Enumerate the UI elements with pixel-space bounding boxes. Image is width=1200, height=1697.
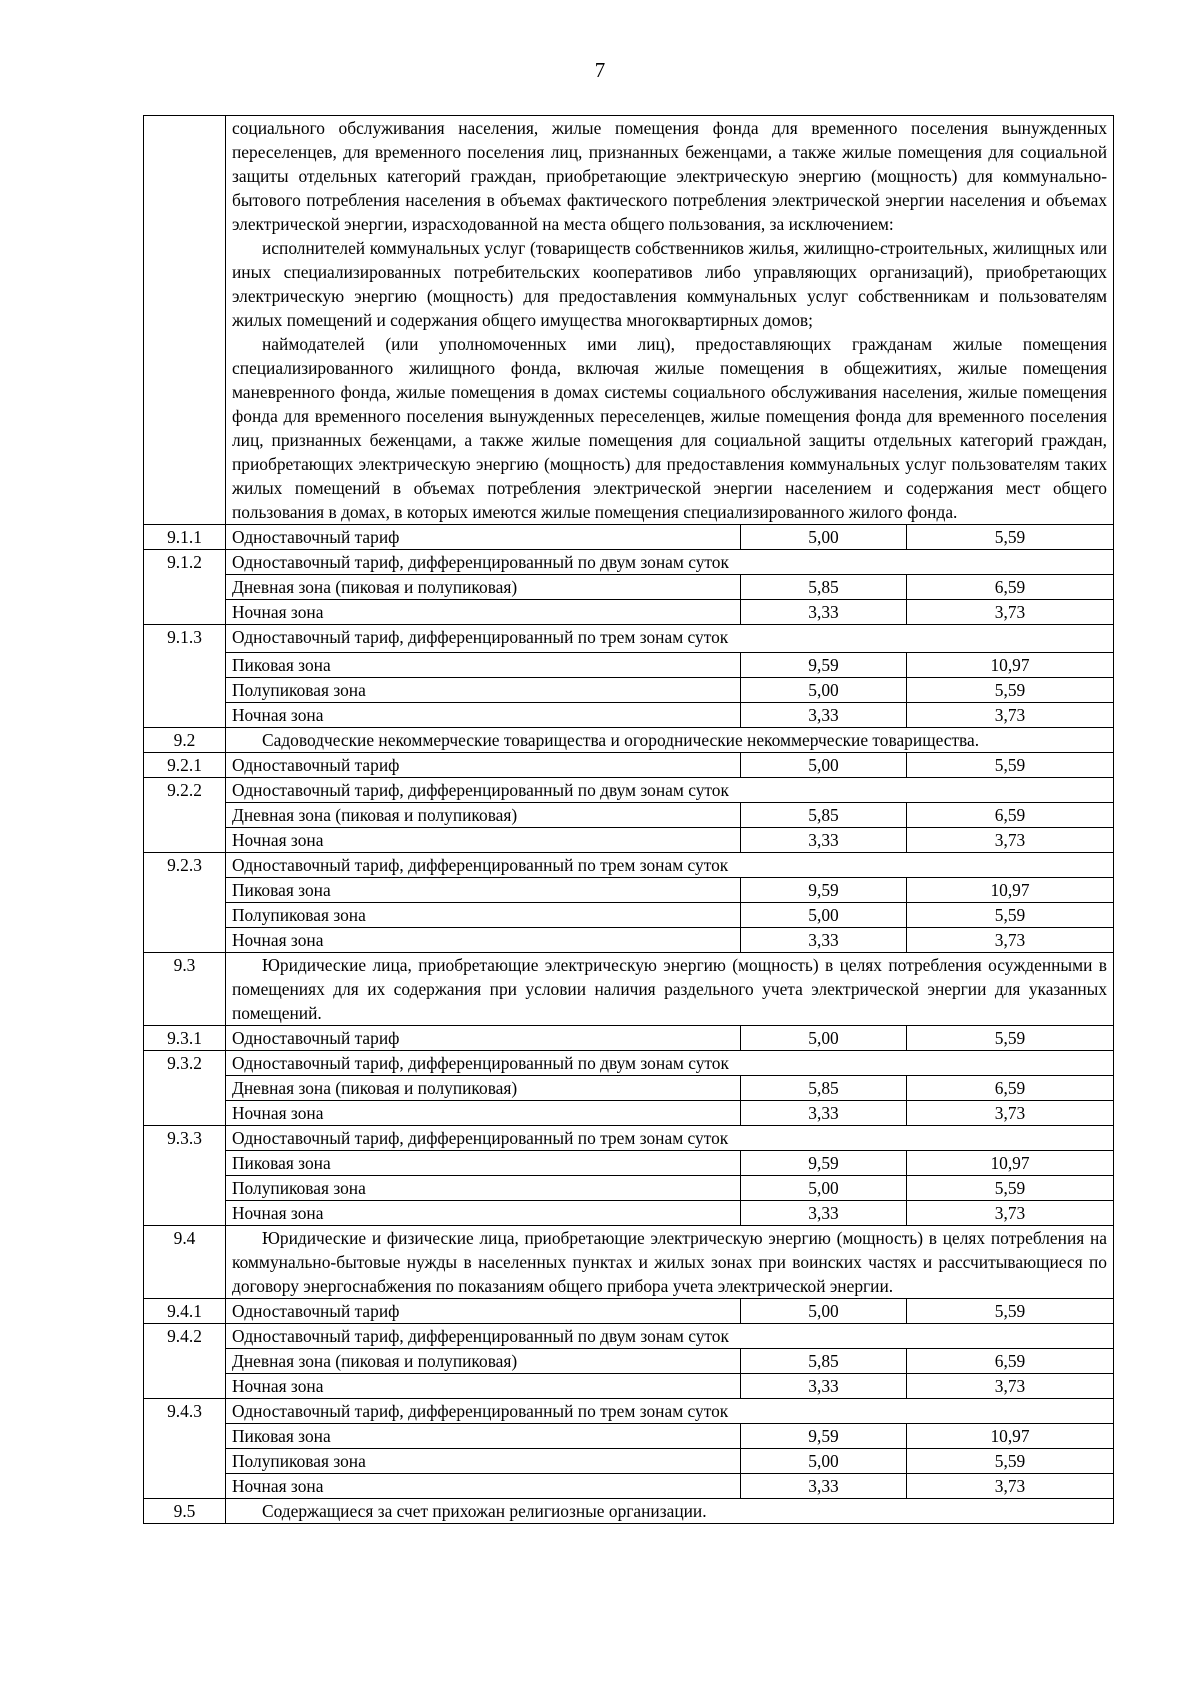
section-header-row (144, 728, 1114, 753)
row-label: Одноставочный тариф, дифференцированный по двум зонам суток (226, 778, 1114, 803)
value-cell-1: 5,00 (741, 1449, 907, 1474)
row-label: Пиковая зона (226, 1424, 741, 1449)
row-number: 9.3.2 (144, 1051, 226, 1126)
value-cell-2: 6,59 (907, 575, 1114, 600)
table-row (144, 1126, 1114, 1151)
row-label: Ночная зона (226, 1101, 741, 1126)
intro-cell (226, 116, 1114, 525)
row-label: Ночная зона (226, 600, 741, 625)
row-label: Полупиковая зона (226, 1176, 741, 1201)
row-label: Пиковая зона (226, 878, 741, 903)
row-label: Одноставочный тариф, дифференцированный по двум зонам суток (226, 550, 1114, 575)
value-cell-1: 9,59 (741, 1151, 907, 1176)
value-cell-1: 9,59 (741, 1424, 907, 1449)
row-label: Ночная зона (226, 1474, 741, 1499)
value-cell-1: 3,33 (741, 828, 907, 853)
value-cell-2: 5,59 (907, 1176, 1114, 1201)
row-label: Одноставочный тариф (226, 525, 741, 550)
row-number: 9.4.3 (144, 1399, 226, 1499)
row-label: Одноставочный тариф, дифференцированный по двум зонам суток (226, 1051, 1114, 1076)
table-row (144, 600, 1114, 625)
value-cell-1: 5,00 (741, 1026, 907, 1051)
row-number: 9.2.2 (144, 778, 226, 853)
value-cell-2: 6,59 (907, 1076, 1114, 1101)
value-cell-1: 3,33 (741, 1374, 907, 1399)
row-number: 9.2.1 (144, 753, 226, 778)
row-label: Дневная зона (пиковая и полупиковая) (226, 575, 741, 600)
row-number: 9.1.2 (144, 550, 226, 625)
section-number: 9.4 (144, 1226, 226, 1299)
row-label: Ночная зона (226, 1201, 741, 1226)
row-label: Одноставочный тариф (226, 1299, 741, 1324)
row-label: Ночная зона (226, 828, 741, 853)
table-row (144, 1026, 1114, 1051)
section-header-row (144, 953, 1114, 1026)
value-cell-1: 5,85 (741, 575, 907, 600)
intro-row (144, 116, 1114, 525)
row-label: Пиковая зона (226, 1151, 741, 1176)
value-cell-1: 5,85 (741, 803, 907, 828)
value-cell-1: 5,85 (741, 1349, 907, 1374)
value-cell-2: 10,97 (907, 1151, 1114, 1176)
row-number: 9.3.3 (144, 1126, 226, 1226)
table-row (144, 878, 1114, 903)
row-label: Полупиковая зона (226, 1449, 741, 1474)
value-cell-2: 3,73 (907, 1474, 1114, 1499)
table-row (144, 703, 1114, 728)
value-cell-2: 5,59 (907, 903, 1114, 928)
row-number: 9.4.2 (144, 1324, 226, 1399)
value-cell-2: 3,73 (907, 1101, 1114, 1126)
value-cell-1: 5,00 (741, 678, 907, 703)
row-label: Одноставочный тариф, дифференцированный по трем зонам суток (226, 625, 1114, 653)
row-label: Одноставочный тариф, дифференцированный по трем зонам суток (226, 1399, 1114, 1424)
value-cell-1: 3,33 (741, 703, 907, 728)
value-cell-1: 9,59 (741, 878, 907, 903)
row-label: Дневная зона (пиковая и полупиковая) (226, 1349, 741, 1374)
value-cell-2: 5,59 (907, 753, 1114, 778)
row-number: 9.3.1 (144, 1026, 226, 1051)
table-row (144, 1424, 1114, 1449)
section-title: Юридические лица, приобретающие электрическую энергию (мощность) в целях потребления осужденными в помещениях для их содержания при условии наличия раздельного учета электрической энергии для указанных помещений. (226, 953, 1114, 1026)
row-label: Ночная зона (226, 703, 741, 728)
section-header-row (144, 1499, 1114, 1524)
table-row (144, 625, 1114, 653)
value-cell-2: 10,97 (907, 878, 1114, 903)
table-row (144, 1176, 1114, 1201)
value-cell-1: 3,33 (741, 928, 907, 953)
row-label: Одноставочный тариф, дифференцированный по трем зонам суток (226, 853, 1114, 878)
table-row (144, 1151, 1114, 1176)
table-row (144, 1051, 1114, 1076)
value-cell-2: 10,97 (907, 1424, 1114, 1449)
value-cell-2: 10,97 (907, 653, 1114, 678)
row-label: Дневная зона (пиковая и полупиковая) (226, 803, 741, 828)
section-number: 9.3 (144, 953, 226, 1026)
value-cell-2: 5,59 (907, 525, 1114, 550)
table-row (144, 928, 1114, 953)
page-number: 7 (594, 58, 606, 82)
value-cell-2: 5,59 (907, 1449, 1114, 1474)
value-cell-2: 3,73 (907, 1374, 1114, 1399)
table-row (144, 1076, 1114, 1101)
value-cell-2: 6,59 (907, 1349, 1114, 1374)
intro-paragraph-3: наймодателей (или уполномоченных ими лиц), предоставляющих гражданам жилые помещения специализированного жилищного фонда, включая жилые помещения в общежитиях, жилые помещения маневренного фонда, жилые помещения в домах системы социального обслуживания населения, жилые помещения фонда для временного поселения вынужденных переселенцев, жилые помещения фонда для временного поселения лиц, признанных беженцами, а также жилые помещения для социальной защиты отдельных категорий граждан, приобретающих электрическую энергию (мощность) для предоставления коммунальных услуг пользователям таких жилых помещений в объемах потребления электрической энергии населением и содержания мест общего пользования в домах, в которых имеются жилые помещения специализированного жилого фонда. (232, 334, 1108, 522)
value-cell-2: 6,59 (907, 803, 1114, 828)
table-row (144, 525, 1114, 550)
table-row (144, 778, 1114, 803)
value-cell-1: 5,00 (741, 1299, 907, 1324)
row-label: Одноставочный тариф, дифференцированный по двум зонам суток (226, 1324, 1114, 1349)
value-cell-2: 5,59 (907, 1299, 1114, 1324)
table-row (144, 1101, 1114, 1126)
value-cell-1: 9,59 (741, 653, 907, 678)
value-cell-2: 3,73 (907, 928, 1114, 953)
table-row (144, 803, 1114, 828)
table-row (144, 550, 1114, 575)
table-row (144, 653, 1114, 678)
row-number: 9.4.1 (144, 1299, 226, 1324)
section-number: 9.5 (144, 1499, 226, 1524)
row-label: Одноставочный тариф (226, 1026, 741, 1051)
intro-num-cell (144, 116, 226, 525)
table-row (144, 753, 1114, 778)
value-cell-2: 3,73 (907, 600, 1114, 625)
table-row (144, 1324, 1114, 1349)
value-cell-1: 3,33 (741, 1201, 907, 1226)
value-cell-1: 5,00 (741, 1176, 907, 1201)
table-row (144, 1374, 1114, 1399)
table-row (144, 1399, 1114, 1424)
table-row (144, 678, 1114, 703)
value-cell-2: 5,59 (907, 678, 1114, 703)
row-label: Пиковая зона (226, 653, 741, 678)
table-row (144, 1201, 1114, 1226)
table-row (144, 903, 1114, 928)
row-label: Одноставочный тариф, дифференцированный по трем зонам суток (226, 1126, 1114, 1151)
value-cell-2: 5,59 (907, 1026, 1114, 1051)
row-label: Ночная зона (226, 1374, 741, 1399)
row-label: Полупиковая зона (226, 678, 741, 703)
section-title: Юридические и физические лица, приобретающие электрическую энергию (мощность) в целях потребления на коммунально-бытовые нужды в населенных пунктах и жилых зонах при воинских частях и рассчитывающиеся по договору энергоснабжения по показаниям общего прибора учета электрической энергии. (226, 1226, 1114, 1299)
row-label: Дневная зона (пиковая и полупиковая) (226, 1076, 741, 1101)
row-label: Одноставочный тариф (226, 753, 741, 778)
table-row (144, 853, 1114, 878)
value-cell-2: 3,73 (907, 1201, 1114, 1226)
row-label: Ночная зона (226, 928, 741, 953)
value-cell-1: 3,33 (741, 1474, 907, 1499)
value-cell-1: 5,00 (741, 753, 907, 778)
value-cell-2: 3,73 (907, 828, 1114, 853)
section-number: 9.2 (144, 728, 226, 753)
row-number: 9.1.1 (144, 525, 226, 550)
value-cell-1: 5,00 (741, 903, 907, 928)
value-cell-1: 5,00 (741, 525, 907, 550)
table-row (144, 1449, 1114, 1474)
table-row (144, 1299, 1114, 1324)
table-row (144, 828, 1114, 853)
value-cell-1: 3,33 (741, 600, 907, 625)
section-title: Содержащиеся за счет прихожан религиозные организации. (226, 1499, 1114, 1524)
table-row (144, 1474, 1114, 1499)
section-header-row (144, 1226, 1114, 1299)
intro-paragraph-1: социального обслуживания населения, жилые помещения фонда для временного поселения вынужденных переселенцев, для временного поселения лиц, признанных беженцами, а также жилые помещения для социальной защиты отдельных категорий граждан, приобретающие электрическую энергию (мощность) для коммунально-бытового потребления населения в объемах фактического потребления электрической энергии населения и объемах электрической энергии, израсходованной на места общего пользования, за исключением: (232, 118, 1108, 234)
value-cell-2: 3,73 (907, 703, 1114, 728)
row-number: 9.2.3 (144, 853, 226, 953)
table-row (144, 1349, 1114, 1374)
value-cell-1: 5,85 (741, 1076, 907, 1101)
tariff-table (143, 115, 1114, 1524)
row-number: 9.1.3 (144, 625, 226, 728)
value-cell-1: 3,33 (741, 1101, 907, 1126)
row-label: Полупиковая зона (226, 903, 741, 928)
intro-paragraph-2: исполнителей коммунальных услуг (товариществ собственников жилья, жилищно-строительных, жилищных или иных специализированных потребительских кооперативов либо управляющих организаций), приобретающих электрическую энергию (мощность) для предоставления коммунальных услуг собственникам и пользователям жилых помещений и содержания общего имущества многоквартирных домов; (232, 238, 1108, 330)
section-title: Садоводческие некоммерческие товарищества и огороднические некоммерческие товарищества. (226, 728, 1114, 753)
table-row (144, 575, 1114, 600)
